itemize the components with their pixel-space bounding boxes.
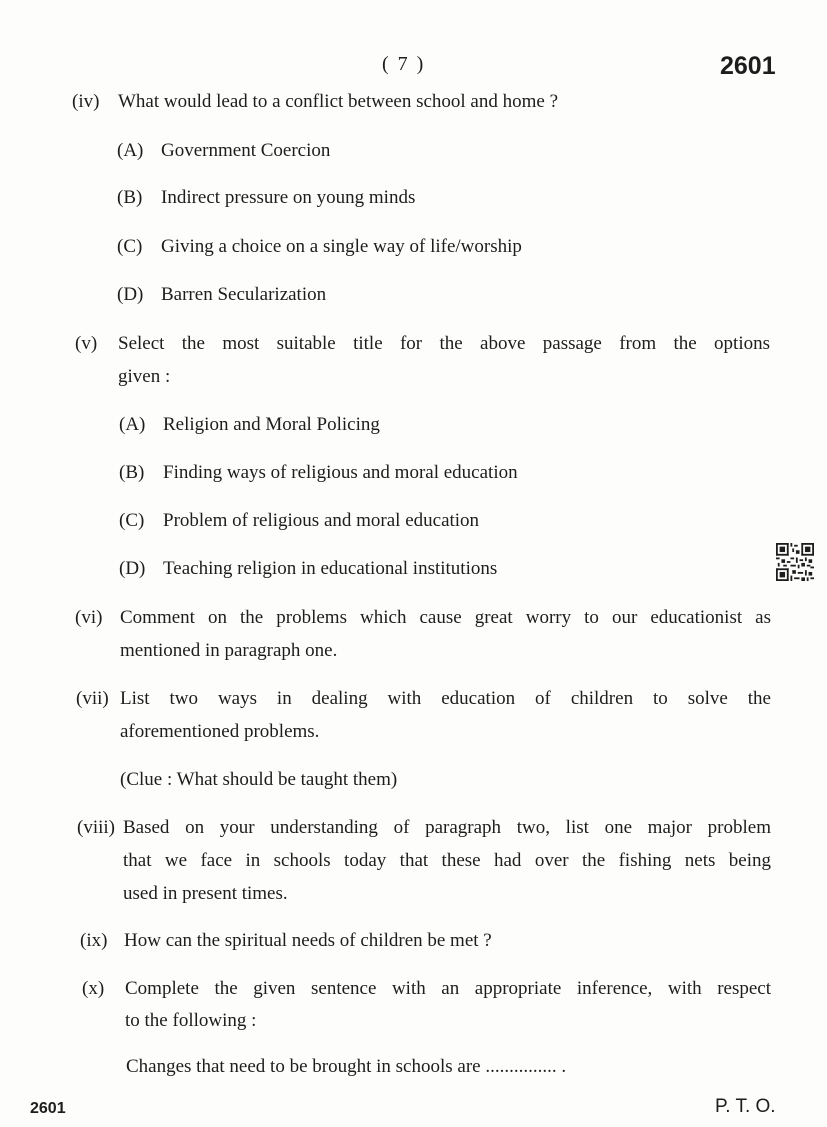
question-text: Complete the given sentence with an appropriate inference, with respect bbox=[125, 978, 771, 999]
question-text: that we face in schools today that these had over the fishing nets being bbox=[123, 850, 771, 871]
option-text: Government Coercion bbox=[161, 140, 331, 161]
option-text: Religion and Moral Policing bbox=[163, 414, 380, 435]
question-text: given : bbox=[118, 366, 171, 387]
option-letter: (B) bbox=[119, 462, 145, 483]
question-number: (iv) bbox=[72, 91, 100, 112]
question-text: to the following : bbox=[125, 1010, 257, 1031]
question-text: Select the most suitable title for the above passage from the options bbox=[118, 333, 770, 354]
question-number: (x) bbox=[82, 978, 105, 999]
option-text: Giving a choice on a single way of life/worship bbox=[161, 236, 522, 257]
question-text: aforementioned problems. bbox=[120, 721, 320, 742]
option-text: Indirect pressure on young minds bbox=[161, 187, 416, 208]
footer-paper-code: 2601 bbox=[30, 1100, 66, 1117]
question-number: (viii) bbox=[77, 817, 115, 838]
option-letter: (A) bbox=[117, 140, 144, 161]
option-letter: (D) bbox=[119, 558, 146, 579]
question-number: (vii) bbox=[76, 688, 109, 709]
question-text: Comment on the problems which cause great worry to our educationist as bbox=[120, 607, 771, 628]
option-text: Teaching religion in educational institutions bbox=[163, 558, 498, 579]
footer-pto: P. T. O. bbox=[715, 1096, 776, 1117]
sentence-to-complete: Changes that need to be brought in schools are ............... . bbox=[126, 1056, 567, 1077]
question-number: (ix) bbox=[80, 930, 108, 951]
option-letter: (A) bbox=[119, 414, 146, 435]
question-text: List two ways in dealing with education of children to solve the bbox=[120, 688, 771, 709]
clue-text: (Clue : What should be taught them) bbox=[120, 769, 398, 790]
option-letter: (B) bbox=[117, 187, 143, 208]
question-text: mentioned in paragraph one. bbox=[120, 640, 338, 661]
option-text: Barren Secularization bbox=[161, 284, 327, 305]
question-text: used in present times. bbox=[123, 883, 288, 904]
question-text: How can the spiritual needs of children be met ? bbox=[124, 930, 492, 951]
question-number: (v) bbox=[75, 333, 98, 354]
qr-code-icon bbox=[776, 543, 814, 581]
question-text: Based on your understanding of paragraph two, list one major problem bbox=[123, 817, 771, 838]
option-letter: (D) bbox=[117, 284, 144, 305]
question-number: (vi) bbox=[75, 607, 103, 628]
option-letter: (C) bbox=[117, 236, 143, 257]
option-text: Finding ways of religious and moral education bbox=[163, 462, 518, 483]
page-number: ( 7 ) bbox=[382, 53, 426, 75]
option-letter: (C) bbox=[119, 510, 145, 531]
question-text: What would lead to a conflict between school and home ? bbox=[118, 91, 559, 112]
paper-code: 2601 bbox=[720, 52, 776, 80]
option-text: Problem of religious and moral education bbox=[163, 510, 480, 531]
